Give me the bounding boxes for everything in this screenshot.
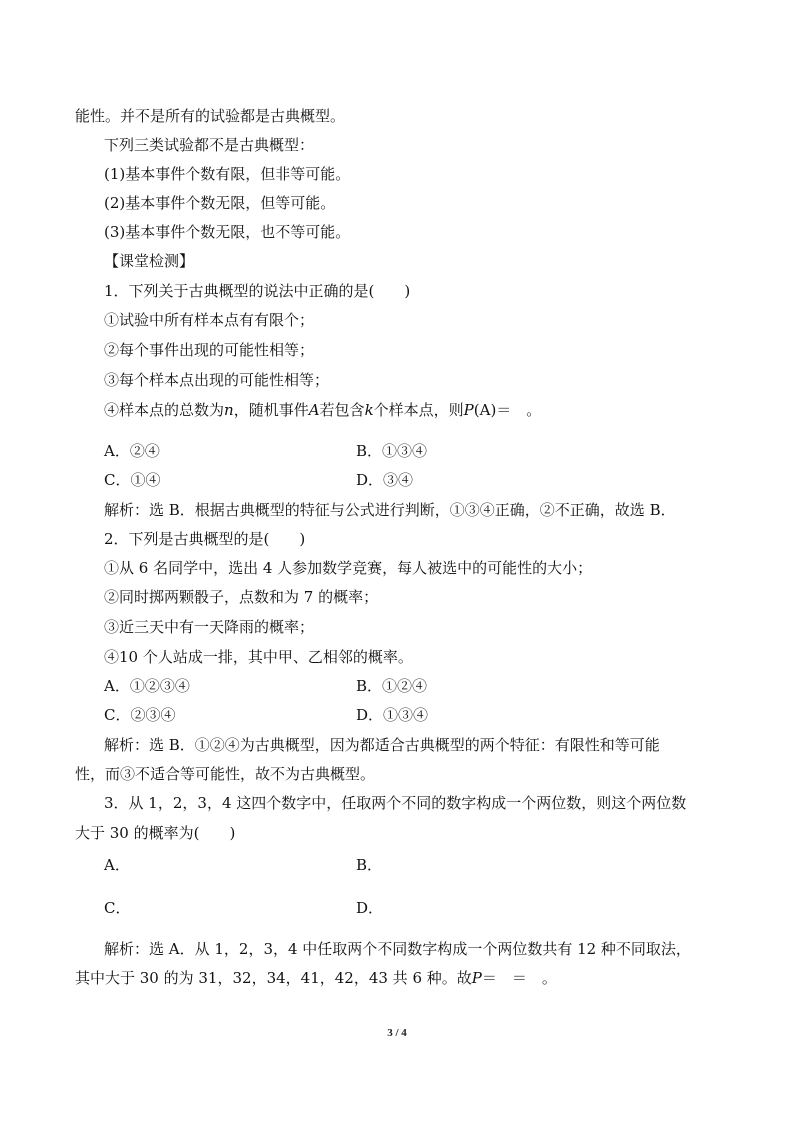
question-3: 3．从 1，2，3，4 这四个数字中，任取两个不同的数字构成一个两位数，则这个两位数 (104, 794, 687, 812)
question-3-cont: 大于 30 的概率为( ) (75, 824, 236, 842)
q2-answer-line-1: 解析：选 B．①②④为古典概型，因为都适合古典概型的两个特征：有限性和等可能 (104, 736, 660, 754)
page-number: 3 / 4 (387, 1027, 407, 1039)
q2-statement-3: ③近三天中有一天降雨的概率； (104, 618, 315, 636)
q3-option-b: B． (356, 856, 383, 874)
q2-statement-4: ④10 个人站成一排，其中甲、乙相邻的概率。 (104, 648, 413, 666)
q1-statement-2: ②每个事件出现的可能性相等； (104, 341, 315, 359)
q1-option-a: A．②④ (104, 442, 160, 460)
text-line: (1)基本事件个数有限，但非等可能。 (104, 165, 351, 183)
q1-statement-4: ④样本点的总数为n，随机事件A若包含k个样本点，则P(A)＝ 。 (104, 401, 542, 419)
question-2: 2．下列是古典概型的是( ) (104, 530, 306, 548)
q2-option-b: B．①②④ (356, 677, 428, 695)
q3-option-c: C． (104, 899, 131, 917)
text-line: 下列三类试验都不是古典概型： (104, 136, 315, 154)
q1-statement-1: ①试验中所有样本点有有限个； (104, 311, 315, 329)
q2-statement-1: ①从 6 名同学中，选出 4 人参加数学竞赛，每人被选中的可能性的大小； (104, 559, 593, 577)
text-line: (2)基本事件个数无限，但等可能。 (104, 194, 336, 212)
q2-statement-2: ②同时掷两颗骰子，点数和为 7 的概率； (104, 588, 379, 606)
q1-statement-3: ③每个样本点出现的可能性相等； (104, 371, 330, 389)
q1-answer: 解析：选 B．根据古典概型的特征与公式进行判断，①③④正确，②不正确，故选 B． (104, 501, 676, 519)
text-line: 能性。并不是所有的试验都是古典概型。 (75, 107, 346, 125)
q2-option-c: C．②③④ (104, 706, 176, 724)
q3-answer-line-2: 其中大于 30 的为 31，32，34，41，42，43 共 6 种。故P＝ ＝ 。 (75, 969, 557, 987)
question-1: 1．下列关于古典概型的说法中正确的是( ) (104, 282, 411, 300)
q1-option-b: B．①③④ (356, 442, 428, 460)
q2-option-a: A．①②③④ (104, 677, 190, 695)
text-line: (3)基本事件个数无限，也不等可能。 (104, 223, 351, 241)
q2-answer-line-2: 性，而③不适合等可能性，故不为古典概型。 (75, 765, 376, 783)
q3-option-a: A． (104, 856, 130, 874)
q3-answer-line-1: 解析：选 A．从 1，2，3，4 中任取两个不同数字构成一个两位数共有 12 种不同取法， (104, 940, 691, 958)
q1-option-c: C．①④ (104, 471, 161, 489)
q1-option-d: D．③④ (356, 471, 414, 489)
q3-option-d: D． (356, 899, 384, 917)
q2-option-d: D．①③④ (356, 706, 429, 724)
section-heading: 【课堂检测】 (104, 252, 195, 270)
